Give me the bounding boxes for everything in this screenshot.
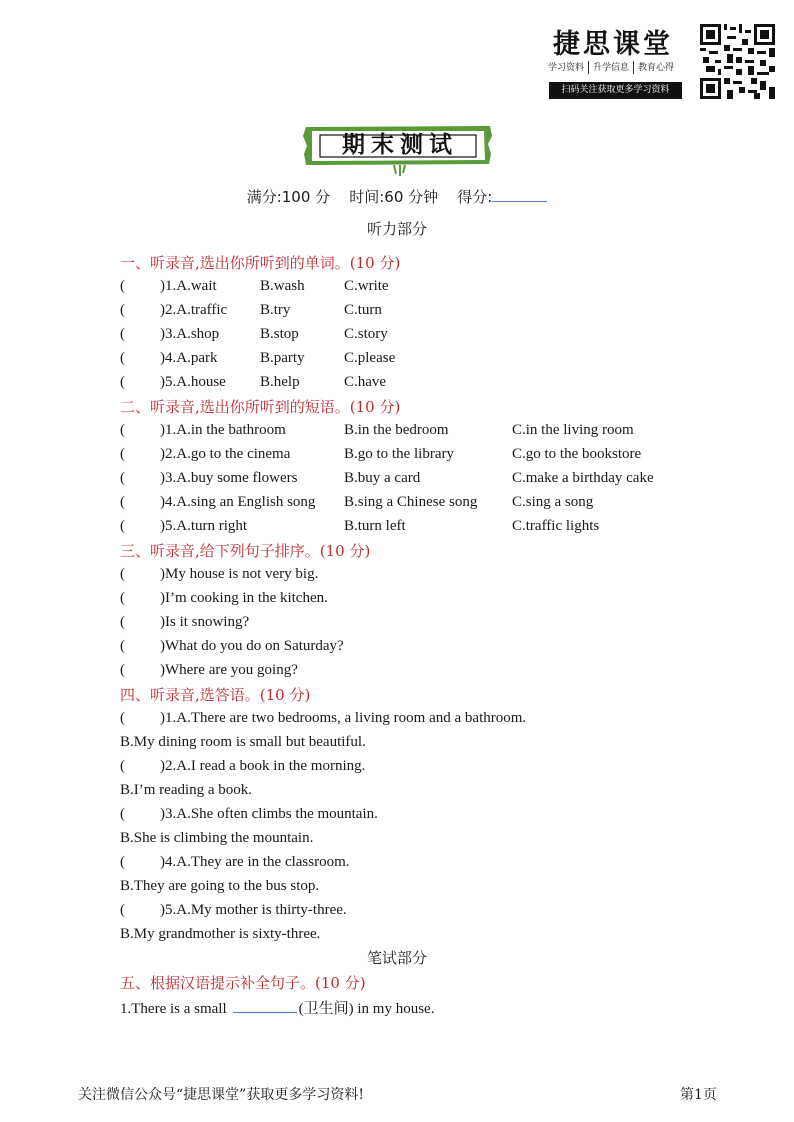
- list-item: [120, 997, 434, 1018]
- page-number: 第1页: [680, 1087, 717, 1103]
- page-title: 期末测试: [342, 132, 458, 158]
- score-label: 得分:: [457, 188, 493, 206]
- brand-links: [548, 60, 674, 74]
- footer-note: 关注微信公众号“捷思课堂”获取更多学习资料!: [78, 1087, 364, 1103]
- time-limit: 时间:60 分钟: [349, 188, 439, 206]
- brand-link-2: 升学信息: [593, 63, 630, 73]
- section-title: 三、听录音,给下列句子排序。(10 分): [120, 542, 371, 560]
- full-score: 满分:100 分: [246, 188, 331, 206]
- title-banner: [302, 124, 494, 176]
- score-blank[interactable]: [492, 187, 547, 202]
- part-title-listening: 听力部分: [366, 220, 427, 238]
- brand-bar: 扫码关注获取更多学习资料: [549, 82, 682, 99]
- sentence-start: 1.There is a small: [120, 1001, 227, 1017]
- section-title: 一、听录音,选出你所听到的单词。(10 分): [120, 254, 401, 272]
- section-title: 二、听录音,选出你所听到的短语。(10 分): [120, 398, 401, 416]
- qr-code-icon[interactable]: [700, 24, 775, 99]
- score-info: [0, 186, 794, 207]
- answer-blank[interactable]: [233, 998, 297, 1013]
- section-title: 四、听录音,选答语。(10 分): [120, 686, 311, 704]
- part-title-written: 笔试部分: [366, 949, 427, 967]
- brand-title: 捷思课堂: [553, 29, 673, 60]
- section-title: 五、根据汉语提示补全句子。(10 分): [120, 974, 366, 992]
- brand-link-3: 教育心得: [638, 63, 675, 73]
- sentence-hint: (卫生间) in my house.: [298, 1001, 435, 1017]
- brand-link-1: 学习资料: [548, 63, 585, 73]
